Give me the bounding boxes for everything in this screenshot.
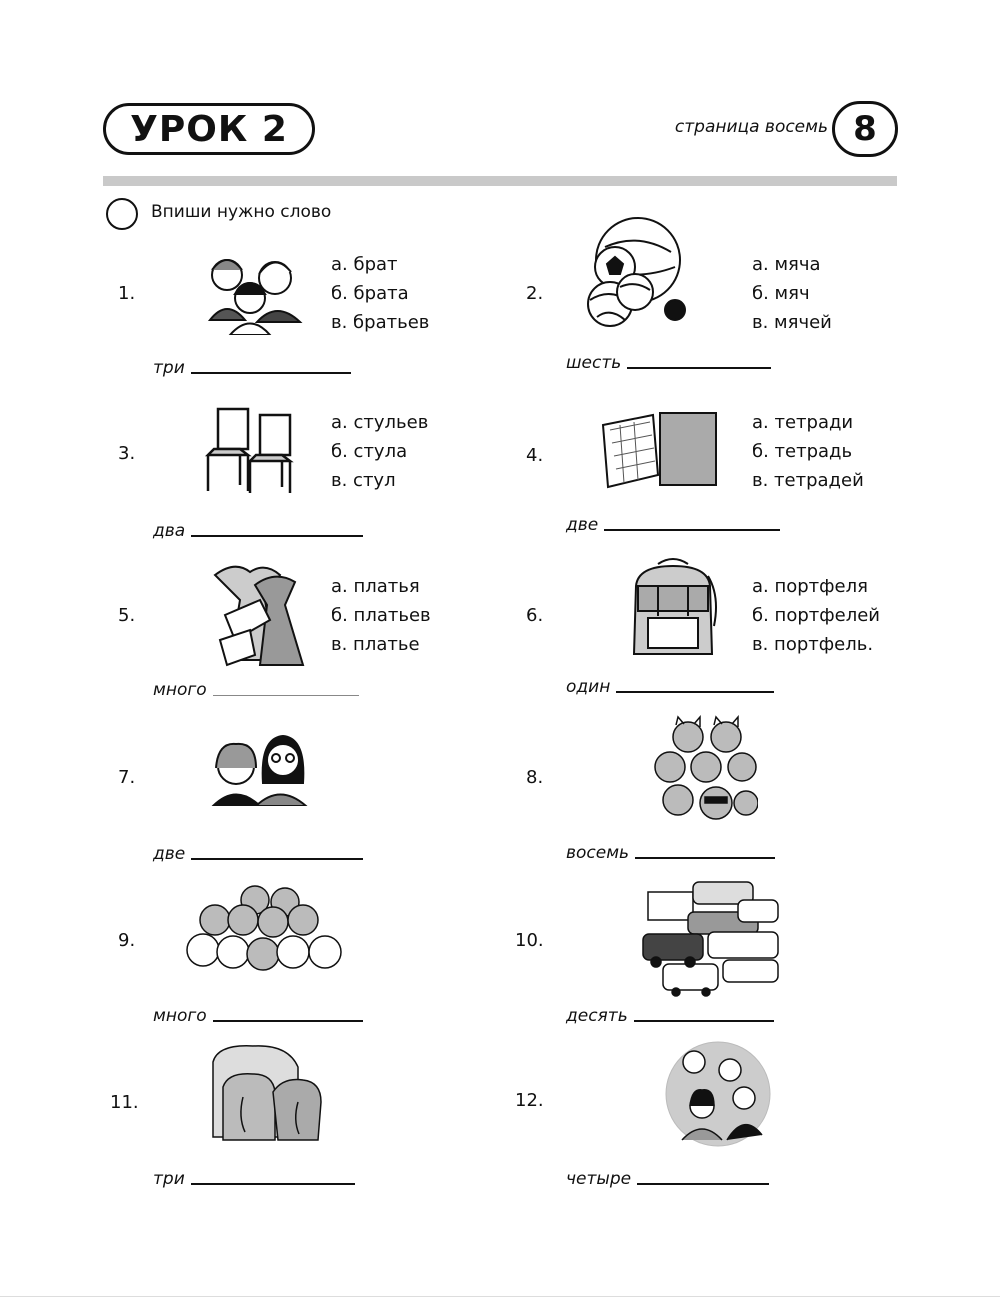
answer-field bbox=[153, 1006, 363, 1026]
answer-field bbox=[153, 358, 351, 378]
exercise-number: 12. bbox=[515, 1090, 544, 1111]
divider bbox=[103, 176, 897, 186]
exercise-number: 8. bbox=[526, 767, 544, 788]
exercise-number: 7. bbox=[118, 767, 136, 788]
answer-blank[interactable] bbox=[191, 858, 363, 860]
option-a[interactable]: а. тетради bbox=[752, 412, 854, 433]
answer-prefix: две bbox=[566, 515, 599, 535]
exercise-number: 3. bbox=[118, 443, 136, 464]
answer-blank[interactable] bbox=[191, 535, 363, 537]
exercise-number: 2. bbox=[526, 283, 544, 304]
option-b[interactable]: б. стула bbox=[331, 441, 408, 462]
answer-blank[interactable] bbox=[635, 857, 775, 859]
answer-field bbox=[566, 677, 774, 697]
answer-blank[interactable] bbox=[191, 372, 351, 374]
cars-icon bbox=[638, 872, 786, 997]
instruction: Впиши нужно слово bbox=[151, 202, 332, 222]
answer-blank[interactable] bbox=[627, 367, 771, 369]
exercise-number: 9. bbox=[118, 930, 136, 951]
circle-checkbox[interactable] bbox=[106, 198, 138, 230]
answer-blank[interactable] bbox=[634, 1020, 774, 1022]
answer-field bbox=[153, 844, 363, 864]
option-c[interactable]: в. платье bbox=[331, 634, 420, 655]
family-icon bbox=[662, 1040, 774, 1148]
answer-prefix: восемь bbox=[566, 843, 630, 863]
answer-field bbox=[566, 353, 771, 373]
exercise-number: 11. bbox=[110, 1092, 139, 1113]
option-a[interactable]: а. стульев bbox=[331, 412, 429, 433]
option-c[interactable]: в. тетрадей bbox=[752, 470, 864, 491]
option-a[interactable]: а. платья bbox=[331, 576, 420, 597]
answer-prefix: десять bbox=[566, 1006, 628, 1026]
two-girls-icon bbox=[208, 728, 308, 806]
cats-icon bbox=[648, 715, 758, 830]
options-list bbox=[331, 572, 431, 659]
apples-icon bbox=[185, 880, 347, 975]
answer-prefix: шесть bbox=[566, 353, 622, 373]
lesson-title: УРОК 2 bbox=[103, 103, 315, 155]
option-b[interactable]: б. брата bbox=[331, 283, 409, 304]
balls-icon bbox=[575, 212, 690, 337]
page-bottom-edge bbox=[0, 1296, 1000, 1297]
backpack-icon bbox=[628, 556, 720, 661]
answer-field bbox=[153, 680, 359, 700]
options-list bbox=[331, 250, 429, 337]
option-a[interactable]: а. портфеля bbox=[752, 576, 868, 597]
answer-prefix: один bbox=[566, 677, 611, 697]
answer-prefix: много bbox=[153, 1006, 207, 1026]
answer-field bbox=[566, 515, 780, 535]
answer-field bbox=[566, 843, 775, 863]
answer-prefix: два bbox=[153, 521, 186, 541]
option-b[interactable]: б. платьев bbox=[331, 605, 431, 626]
elephants-icon bbox=[203, 1042, 325, 1142]
exercise-number: 6. bbox=[526, 605, 544, 626]
page-number: 8 bbox=[832, 101, 898, 157]
answer-prefix: много bbox=[153, 680, 207, 700]
option-a[interactable]: а. брат bbox=[331, 254, 398, 275]
answer-blank[interactable] bbox=[637, 1183, 769, 1185]
option-c[interactable]: в. стул bbox=[331, 470, 396, 491]
option-b[interactable]: б. портфелей bbox=[752, 605, 880, 626]
answer-prefix: четыре bbox=[566, 1169, 632, 1189]
answer-field bbox=[566, 1169, 769, 1189]
option-b[interactable]: б. тетрадь bbox=[752, 441, 853, 462]
answer-prefix: три bbox=[153, 1169, 185, 1189]
answer-blank[interactable] bbox=[616, 691, 774, 693]
exercise-number: 10. bbox=[515, 930, 544, 951]
option-c[interactable]: в. портфель. bbox=[752, 634, 874, 655]
option-a[interactable]: а. мяча bbox=[752, 254, 821, 275]
answer-prefix: три bbox=[153, 358, 185, 378]
dresses-icon bbox=[205, 560, 315, 675]
notebooks-icon bbox=[598, 405, 723, 490]
answer-blank[interactable] bbox=[604, 529, 780, 531]
answer-blank[interactable] bbox=[191, 1183, 355, 1185]
options-list bbox=[752, 408, 864, 495]
answer-field bbox=[153, 1169, 355, 1189]
option-b[interactable]: б. мяч bbox=[752, 283, 810, 304]
option-c[interactable]: в. братьев bbox=[331, 312, 430, 333]
exercise-number: 1. bbox=[118, 283, 136, 304]
exercise-number: 5. bbox=[118, 605, 136, 626]
answer-field bbox=[566, 1006, 774, 1026]
answer-blank[interactable] bbox=[213, 1020, 363, 1022]
option-c[interactable]: в. мячей bbox=[752, 312, 832, 333]
answer-prefix: две bbox=[153, 844, 186, 864]
answer-blank[interactable] bbox=[213, 695, 359, 696]
three-boys-icon bbox=[205, 250, 315, 335]
chairs-icon bbox=[200, 405, 300, 495]
options-list bbox=[752, 572, 880, 659]
answer-field bbox=[153, 521, 363, 541]
exercise-number: 4. bbox=[526, 445, 544, 466]
options-list bbox=[752, 250, 832, 337]
options-list bbox=[331, 408, 428, 495]
page-label: страница восемь bbox=[674, 117, 828, 137]
